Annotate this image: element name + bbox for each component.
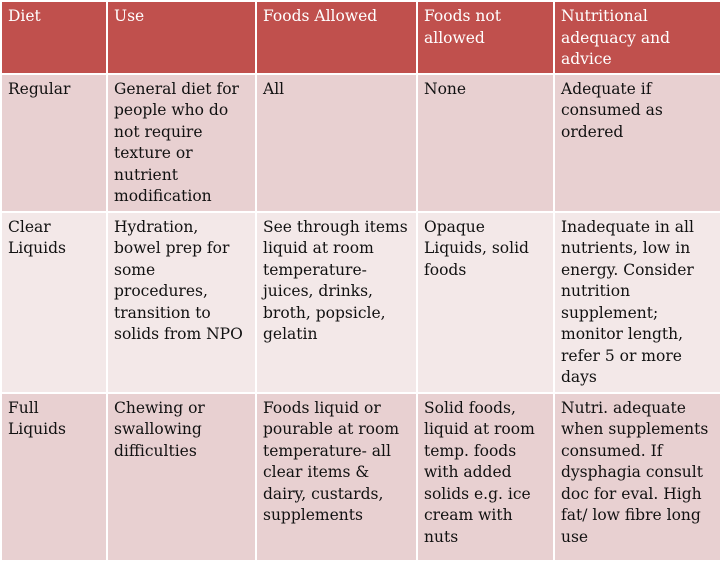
table-row-full-liquids [1, 393, 720, 561]
header-nutritional-advice: Nutritional adequacy and advice [554, 1, 720, 74]
header-foods-not-allowed: Foods not allowed [417, 1, 554, 74]
table-row-clear-liquids [1, 212, 720, 393]
cell-diet: Regular [1, 74, 107, 212]
cell-use: General diet for people who do not require texture or nutrient modification [107, 74, 256, 212]
header-row [1, 1, 720, 74]
cell-advice: Nutri. adequate when supplements consumed. If dysphagia consult doc for eval. High fat/ low fibre long use [554, 393, 720, 561]
cell-use: Hydration, bowel prep for some procedures, transition to solids from NPO [107, 212, 256, 393]
cell-foods-not-allowed: None [417, 74, 554, 212]
cell-foods-allowed: Foods liquid or pourable at room temperature- all clear items & dairy, custards, supplements [256, 393, 417, 561]
cell-foods-allowed: See through items liquid at room temperature- juices, drinks, broth, popsicle, gelatin [256, 212, 417, 393]
cell-diet: Full Liquids [1, 393, 107, 561]
cell-diet: Clear Liquids [1, 212, 107, 393]
header-foods-allowed: Foods Allowed [256, 1, 417, 74]
cell-foods-not-allowed: Opaque Liquids, solid foods [417, 212, 554, 393]
header-use: Use [107, 1, 256, 74]
table-row-regular [1, 74, 720, 212]
cell-use: Chewing or swallowing difficulties [107, 393, 256, 561]
cell-advice: Adequate if consumed as ordered [554, 74, 720, 212]
header-diet: Diet [1, 1, 107, 74]
cell-advice: Inadequate in all nutrients, low in energy. Consider nutrition supplement; monitor length, refer 5 or more days [554, 212, 720, 393]
cell-foods-not-allowed: Solid foods, liquid at room temp. foods with added solids e.g. ice cream with nuts [417, 393, 554, 561]
cell-foods-allowed: All [256, 74, 417, 212]
